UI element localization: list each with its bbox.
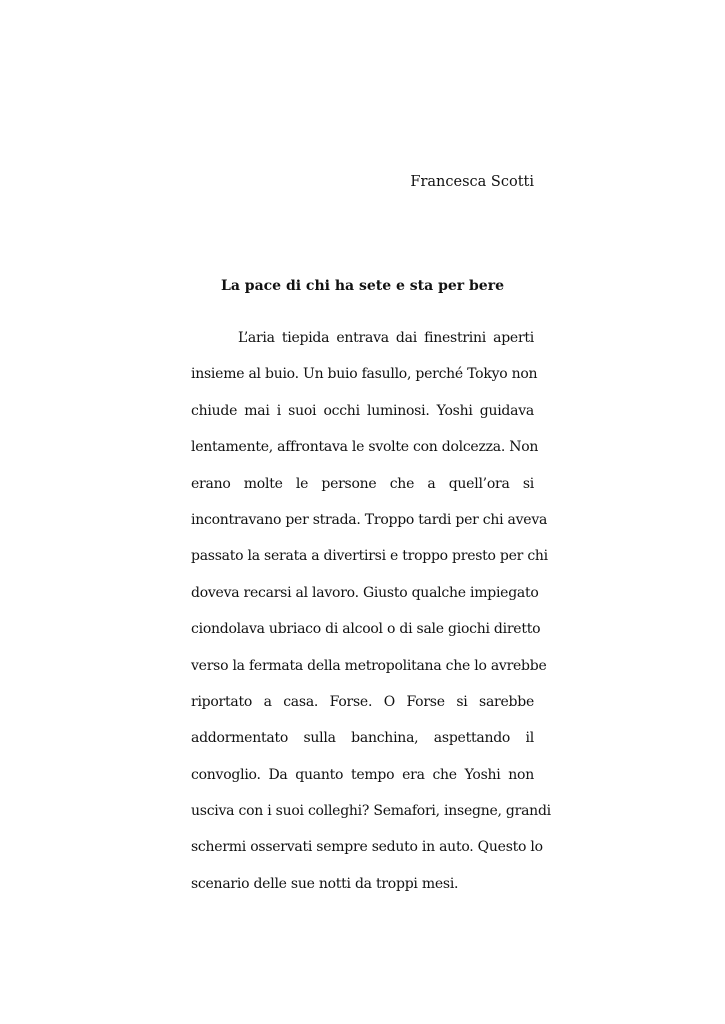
text-line: insieme al buio. Un buio fasullo, perché Tokyo non bbox=[191, 366, 538, 383]
text-line: doveva recarsi al lavoro. Giusto qualche impiegato bbox=[191, 584, 539, 601]
text-line: scenario delle sue notti da troppi mesi. bbox=[191, 875, 459, 892]
text-line: chiude mai i suoi occhi luminosi. Yoshi guidava bbox=[191, 402, 534, 419]
text-line: addormentato sulla banchina, aspettando il bbox=[191, 730, 534, 747]
text-line: erano molte le persone che a quell’ora si bbox=[191, 475, 534, 492]
text-line: incontravano per strada. Troppo tardi per chi aveva bbox=[191, 511, 548, 528]
text-line: L’aria tiepida entrava dai finestrini aperti bbox=[238, 330, 534, 346]
story-title: La pace di chi ha sete e sta per bere bbox=[221, 278, 504, 294]
text-line: verso la fermata della metropolitana che lo avrebbe bbox=[191, 657, 547, 674]
text-line: riportato a casa. Forse. O Forse si sarebbe bbox=[191, 693, 534, 710]
story-body bbox=[191, 328, 551, 910]
text-line: schermi osservati sempre seduto in auto. Questo lo bbox=[191, 839, 543, 856]
text-line: usciva con i suoi colleghi? Semafori, insegne, grandi bbox=[191, 803, 551, 820]
text-line: convoglio. Da quanto tempo era che Yoshi non bbox=[191, 766, 534, 783]
text-line: passato la serata a divertirsi e troppo presto per chi bbox=[191, 548, 548, 565]
author-name: Francesca Scotti bbox=[410, 174, 534, 190]
text-line: lentamente, affrontava le svolte con dolcezza. Non bbox=[191, 439, 539, 456]
text-line: ciondolava ubriaco di alcool o di sale giochi diretto bbox=[191, 621, 541, 638]
